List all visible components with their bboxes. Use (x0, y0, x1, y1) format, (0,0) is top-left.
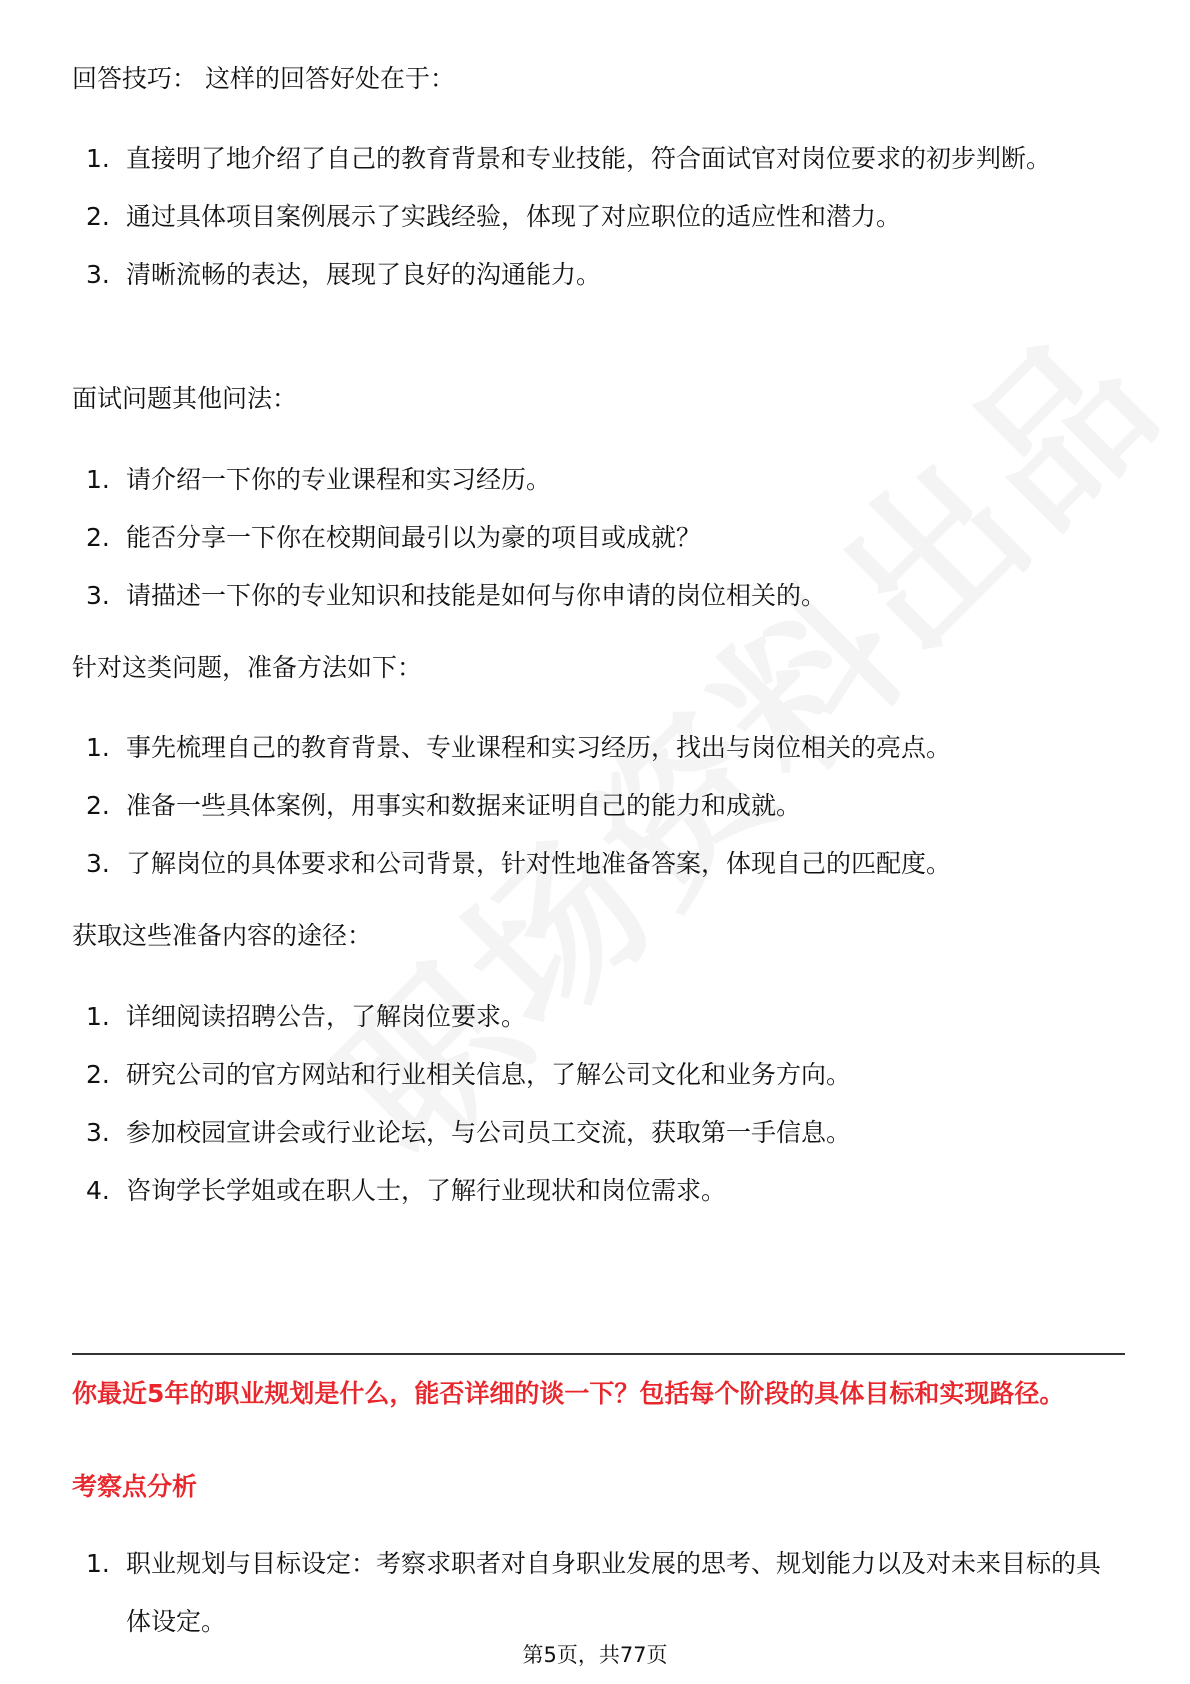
answer-tips-list (72, 130, 1122, 304)
sources-list (72, 988, 1122, 1220)
section-heading-preparation: 针对这类问题，准备方法如下： (72, 653, 423, 682)
list-item: 2. 准备一些具体案例，用事实和数据来证明自己的能力和成就。 (86, 791, 802, 820)
interview-question: 你最近5年的职业规划是什么，能否详细的谈一下？包括每个阶段的具体目标和实现路径。 (72, 1379, 1065, 1408)
horizontal-divider (72, 1353, 1125, 1355)
section-heading-answer-tips: 回答技巧： 这样的回答好处在于： (72, 64, 455, 93)
list-item: 2. 能否分享一下你在校期间最引以为豪的项目或成就？ (86, 523, 702, 552)
list-item: 2. 通过具体项目案例展示了实践经验，体现了对应职位的适应性和潜力。 (86, 202, 902, 231)
analysis-heading: 考察点分析 (72, 1472, 198, 1501)
list-item: 1. 请介绍一下你的专业课程和实习经历。 (86, 465, 552, 494)
list-item: 1. 事先梳理自己的教育背景、专业课程和实习经历，找出与岗位相关的亮点。 (86, 733, 952, 762)
list-item: 3. 参加校园宣讲会或行业论坛，与公司员工交流，获取第一手信息。 (86, 1118, 852, 1147)
list-item: 3. 了解岗位的具体要求和公司背景，针对性地准备答案，体现自己的匹配度。 (86, 849, 952, 878)
preparation-list (72, 719, 1122, 893)
list-item: 1. 职业规划与目标设定：考察求职者对自身职业发展的思考、规划能力以及对未来目标的具体设定。 (86, 1549, 1102, 1636)
list-item: 3. 请描述一下你的专业知识和技能是如何与你申请的岗位相关的。 (86, 581, 827, 610)
list-item: 2. 研究公司的官方网站和行业相关信息，了解公司文化和业务方向。 (86, 1060, 852, 1089)
list-item: 4. 咨询学长学姐或在职人士，了解行业现状和岗位需求。 (86, 1176, 727, 1205)
list-item: 3. 清晰流畅的表达，展现了良好的沟通能力。 (86, 260, 602, 289)
page-number: 第5页，共77页 (522, 1643, 668, 1667)
section-heading-sources: 获取这些准备内容的途径： (72, 921, 373, 950)
other-phrasings-list (72, 451, 1122, 625)
analysis-list (72, 1535, 1122, 1651)
list-item: 1. 详细阅读招聘公告，了解岗位要求。 (86, 1002, 527, 1031)
list-item: 1. 直接明了地介绍了自己的教育背景和专业技能，符合面试官对岗位要求的初步判断。 (86, 144, 1052, 173)
section-heading-other-phrasings: 面试问题其他问法： (72, 384, 298, 413)
